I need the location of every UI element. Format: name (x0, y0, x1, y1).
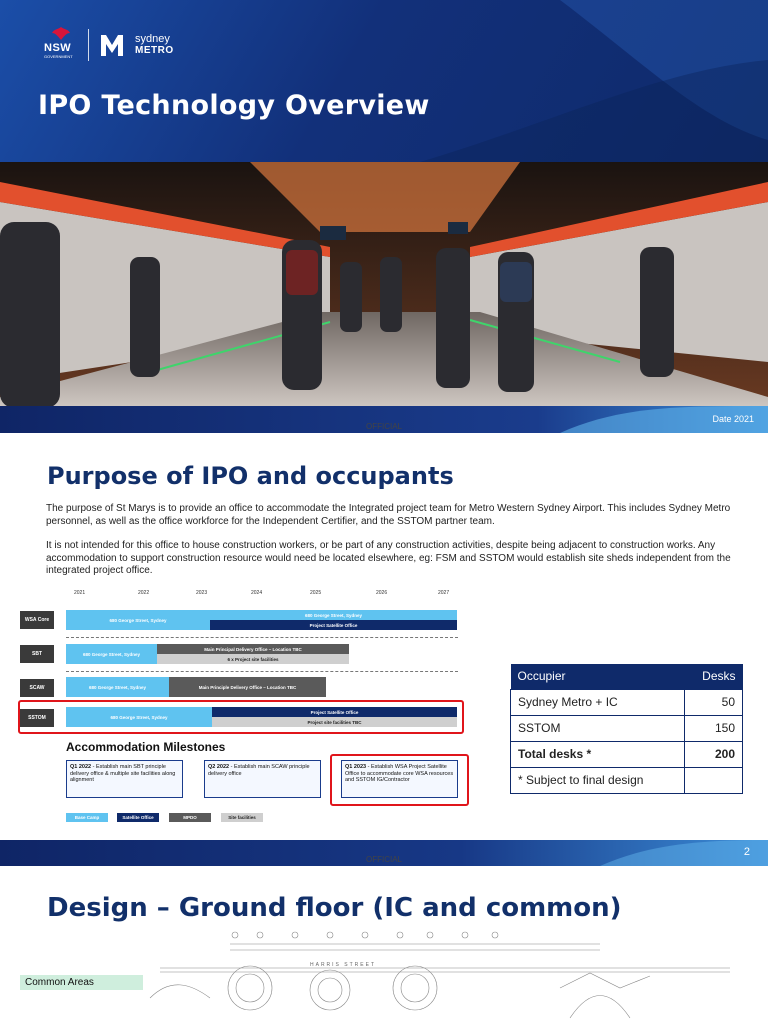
sstom-highlight-box (18, 700, 464, 734)
cell-desks: 50 (684, 689, 743, 715)
row-divider (66, 637, 458, 638)
cell-desks: 200 (684, 741, 743, 767)
table-row-footnote (511, 767, 743, 793)
bar-site-facilities: Project site facilities TBC (212, 717, 457, 727)
sydney-metro-wordmark (135, 34, 174, 56)
column-header-occupier: Occupier (511, 664, 685, 689)
year-tick: 2023 (196, 590, 208, 596)
nsw-logo-subtext: GOVERNMENT (44, 54, 73, 59)
year-tick: 2024 (251, 590, 263, 596)
classification-label: OFFICIAL (366, 422, 403, 431)
cell-occupier: Sydney Metro + IC (511, 689, 685, 715)
page-number: 2 (743, 846, 750, 858)
bar-satellite-office: Project Satellite Office (210, 620, 457, 630)
cell-desks: 150 (684, 715, 743, 741)
bar-mpdo: Main Principal Delivery Office – Location TBC (157, 644, 349, 654)
bar-base-camp: 680 George Street, Sydney (210, 610, 457, 620)
year-tick: 2027 (438, 590, 450, 596)
bar-base-camp: 680 George Street, Sydney (66, 677, 169, 697)
bar-site-facilities: 6 x Project site facilities (157, 654, 349, 664)
ground-floor-plan-drawing (130, 928, 768, 1024)
milestone-date: Q2 2022 (208, 764, 230, 770)
milestone-date: Q1 2023 (345, 764, 367, 770)
sydney-metro-m-icon (99, 32, 125, 58)
street-label: HARRIS STREET (310, 962, 377, 968)
date-label: Date 2021 (712, 414, 754, 424)
classification-label: OFFICIAL (366, 855, 403, 864)
legend-satellite-office: Satellite Office (117, 813, 159, 822)
row-label: SSTOM (20, 709, 54, 727)
nsw-logo-text: NSW (44, 42, 72, 54)
title-slide-header (0, 0, 768, 162)
purpose-paragraph: The purpose of St Marys is to provide an office to accommodate the Integrated project team for Metro Western Sydney Airport. This includes Sydney Metro personnel, as well as the office workforce for the Independent Certifier, and the SSTOM partner team. (46, 503, 731, 527)
bar-mpdo: Main Principle Delivery Office – Location TBC (169, 677, 326, 697)
metro-wordmark-line2: METRO (135, 45, 174, 56)
table-row (511, 715, 743, 741)
metro-wordmark-line1: sydney (135, 33, 170, 45)
station-platform-photo (0, 162, 768, 408)
year-tick: 2025 (310, 590, 322, 596)
bar-satellite-office: Project Satellite Office (212, 707, 457, 717)
legend-common-areas: Common Areas (20, 975, 143, 990)
logo-divider (88, 29, 89, 61)
slide-title: IPO Technology Overview (38, 90, 430, 121)
milestone-highlight-box (330, 754, 469, 806)
milestone-text: - Establish main SBT principle delivery office & multiple site facilities along alignment (70, 764, 176, 783)
section-title: Design – Ground floor (IC and common) (47, 893, 622, 923)
row-label: SCAW (20, 679, 54, 697)
nsw-government-logo (44, 28, 78, 62)
milestone-card (66, 760, 183, 798)
cell-occupier: SSTOM (511, 715, 685, 741)
legend-site-facilities: Site facilities (221, 813, 263, 822)
table-header-row (511, 664, 743, 689)
milestone-date: Q1 2022 (70, 764, 92, 770)
row-label: SBT (20, 645, 54, 663)
milestone-text: - Establish WSA Project Satellite Office to accommodate core WSA resources and SSTOM IG/Contractor (345, 764, 454, 783)
accommodation-timeline (18, 590, 468, 830)
milestones-title: Accommodation Milestones (66, 740, 226, 754)
column-header-desks: Desks (684, 664, 743, 689)
row-divider (66, 671, 458, 672)
bar-base-camp: 680 George Street, Sydney (66, 707, 212, 727)
table-row-total (511, 741, 743, 767)
scope-paragraph: It is not intended for this office to house construction workers, or be part of any construction activities, despite being adjacent to construction works. Any accommodation to support construction resource would need be located elsewhere, eg: FSM and SSTOM would establish site sheds independent from the integrated project office. (46, 540, 731, 576)
row-label: WSA Core (20, 611, 54, 629)
milestone-text: - Establish main SCAW principle delivery office (208, 764, 310, 777)
milestone-card (204, 760, 321, 798)
bar-base-camp: 680 George Street, Sydney (66, 610, 210, 630)
section-title: Purpose of IPO and occupants (47, 462, 454, 490)
occupier-desks-table (510, 664, 743, 794)
cell-footnote: * Subject to final design (511, 767, 685, 793)
bar-base-camp: 680 George Street, Sydney (66, 644, 157, 664)
logo-group (44, 28, 174, 62)
cell-occupier: Total desks * (511, 741, 685, 767)
legend-mpdo: MPDO (169, 813, 211, 822)
year-tick: 2021 (74, 590, 86, 596)
table-row (511, 689, 743, 715)
cell-empty (684, 767, 743, 793)
header-wave-decoration (0, 0, 768, 162)
year-tick: 2022 (138, 590, 150, 596)
legend-base-camp: Base Camp (66, 813, 108, 822)
year-tick: 2026 (376, 590, 388, 596)
